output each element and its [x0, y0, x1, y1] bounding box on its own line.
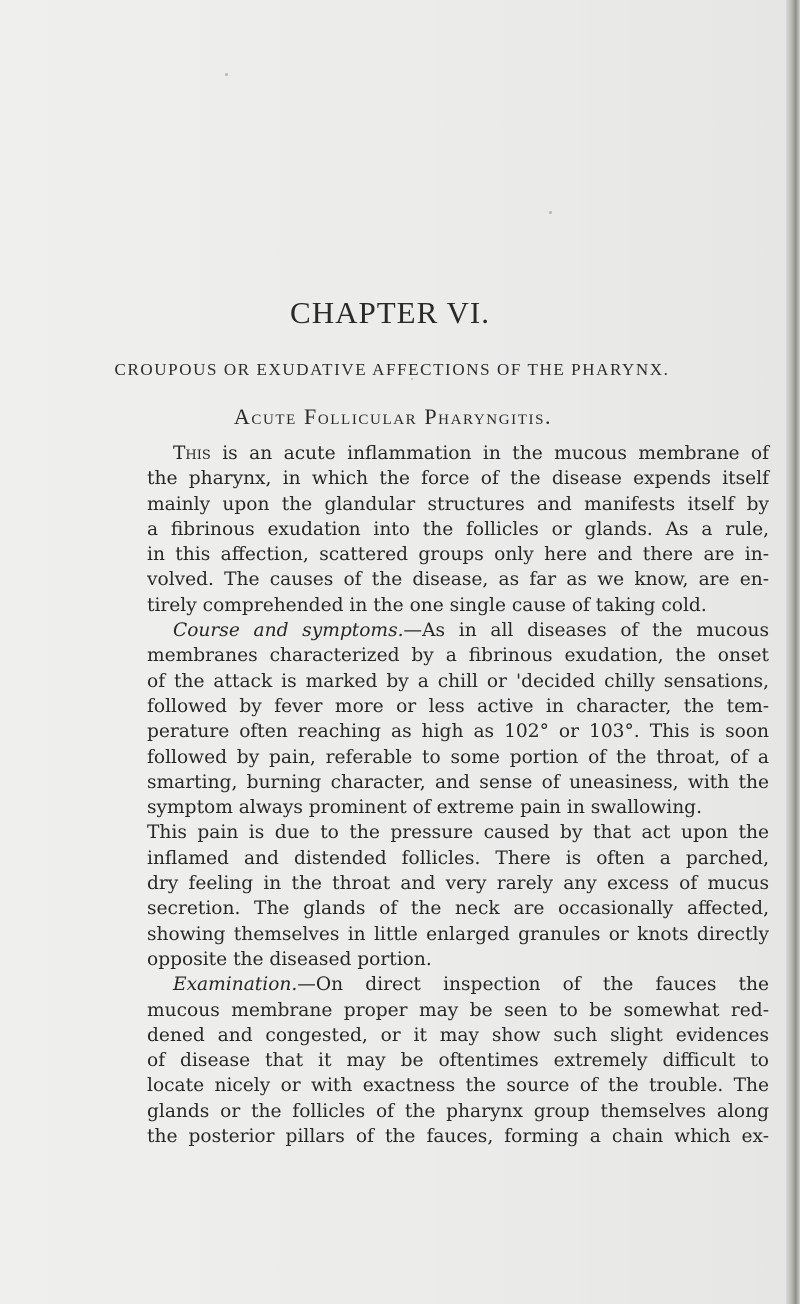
text-line: showing themselves in little enlarged granules or knots directly	[147, 923, 769, 945]
paragraph-1-dropword: This	[173, 443, 211, 464]
text-line: of the attack is marked by a chill or 'decided chilly sensations,	[147, 670, 769, 692]
text-line: perature often reaching as high as 102° or 103°. This is soon	[147, 721, 769, 743]
text-line: glands or the follicles of the pharynx group themselves along	[147, 1100, 769, 1122]
page-edge-shadow	[786, 0, 800, 1304]
text-line: opposite the diseased portion.	[147, 948, 432, 970]
section-heading: Acute Follicular Pharyngitis.	[233, 404, 553, 429]
text-line: mucous membrane proper may be seen to be somewhat red-	[147, 999, 769, 1021]
text-line: a fibrinous exudation into the follicles or glands. As a rule,	[147, 518, 769, 540]
text-line: This pain is due to the pressure caused by that act upon the	[147, 822, 769, 844]
text-line: locate nicely or with exactness the source of the trouble. The	[147, 1075, 769, 1097]
text-line: the pharynx, in which the force of the disease expends itself	[147, 468, 769, 490]
text-line: inflamed and distended follicles. There is often a parched,	[147, 847, 769, 869]
text-line: mainly upon the glandular structures and manifests itself by	[147, 493, 769, 515]
paragraph-2-first-line: Course and symptoms.—As in all diseases of the mucous	[173, 620, 769, 642]
chapter-subtitle: CROUPOUS OR EXUDATIVE AFFECTIONS OF THE PHARYNX.	[114, 360, 670, 379]
text-line: followed by pain, referable to some portion of the throat, of a	[147, 746, 769, 768]
body-text	[147, 441, 769, 1149]
chapter-title: CHAPTER VI.	[290, 295, 490, 330]
text-line: membranes characterized by a fibrinous exudation, the onset	[147, 645, 769, 667]
text-line: symptom always prominent of extreme pain in swallowing.	[147, 797, 702, 819]
paper-speck	[225, 73, 228, 76]
text-line: dened and congested, or it may show such slight evidences	[147, 1024, 769, 1046]
text-line: smarting, burning character, and sense of uneasiness, with the	[147, 771, 769, 793]
text-line: of disease that it may be oftentimes extremely difficult to	[147, 1050, 769, 1072]
paper-speck	[549, 211, 552, 214]
text-line: tirely comprehended in the one single cause of taking cold.	[147, 594, 707, 616]
paragraph-3-first-line: Examination.—On direct inspection of the fauces the	[173, 974, 769, 996]
text-line: volved. The causes of the disease, as far as we know, are en-	[147, 569, 769, 591]
text-line: secretion. The glands of the neck are occasionally affected,	[147, 898, 769, 920]
text-line: in this affection, scattered groups only here and there are in-	[147, 544, 769, 566]
paragraph-3-heading: Examination.	[173, 974, 298, 996]
paragraph-1-first-line: This is an acute inflammation in the mucous membrane of	[173, 443, 769, 464]
text-line: dry feeling in the throat and very rarely any excess of mucus	[147, 873, 769, 895]
paragraph-2-heading: Course and symptoms.	[173, 620, 404, 642]
text-line: followed by fever more or less active in character, the tem-	[147, 695, 769, 717]
text-line: the posterior pillars of the fauces, forming a chain which ex-	[147, 1126, 769, 1148]
